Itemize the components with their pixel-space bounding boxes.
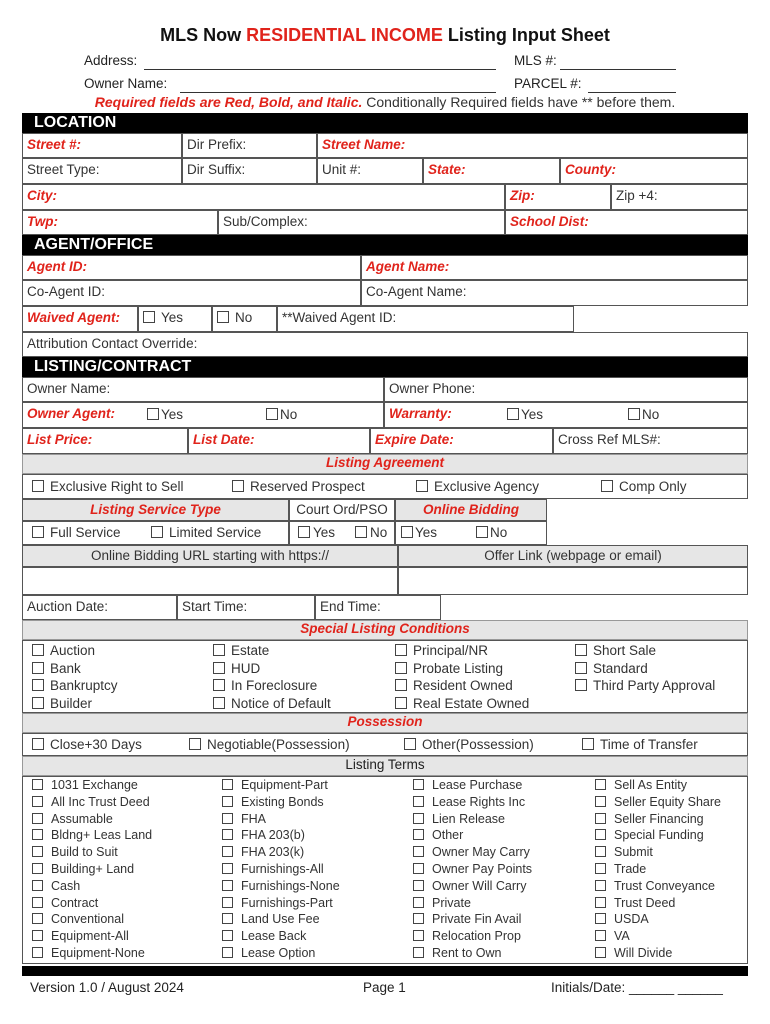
listing-term-option[interactable]: Contract (32, 896, 98, 910)
end-time-field[interactable]: End Time: (315, 595, 441, 620)
listing-term-option[interactable]: Cash (32, 879, 80, 893)
waived-no-option[interactable]: No (212, 306, 277, 332)
full-service-option[interactable]: Full Service (32, 525, 121, 540)
warranty-row: Warranty: (384, 402, 748, 428)
special-condition-option[interactable]: In Foreclosure (213, 678, 317, 693)
checkbox-icon[interactable] (595, 880, 606, 891)
listing-term-option[interactable]: Furnishings-Part (222, 896, 333, 910)
listing-term-option[interactable]: All Inc Trust Deed (32, 795, 150, 809)
offer-link-input[interactable] (398, 567, 748, 595)
checkbox-icon[interactable] (222, 813, 233, 824)
checkbox-icon[interactable] (413, 930, 424, 941)
checkbox-icon[interactable] (32, 913, 43, 924)
listing-term-option[interactable]: Seller Financing (595, 812, 704, 826)
checkbox-icon[interactable] (32, 796, 43, 807)
listing-term-option[interactable]: Will Divide (595, 946, 672, 960)
special-condition-option[interactable]: Third Party Approval (575, 678, 715, 693)
required-note: Required fields are Red, Bold, and Italic. Conditionally Required fields have ** before them. (94, 94, 676, 110)
checkbox-icon[interactable] (413, 829, 424, 840)
owner-phone-field[interactable]: Owner Phone: (384, 377, 748, 402)
parcel-label: PARCEL #: (514, 76, 582, 91)
offer-link-label: Offer Link (webpage or email) (398, 545, 748, 567)
agreement-comp-only[interactable]: Comp Only (601, 479, 687, 494)
owner-agent-row: Owner Agent: (22, 402, 384, 428)
checkbox-icon[interactable] (32, 947, 43, 958)
listing-contract-header: LISTING/CONTRACT (22, 357, 748, 377)
online-bidding-label: Online Bidding (395, 499, 547, 521)
owner-agent-yes[interactable]: Yes (147, 407, 183, 422)
dir-suffix-field[interactable]: Dir Suffix: (182, 158, 317, 184)
checkbox-icon[interactable] (222, 829, 233, 840)
checkbox-icon[interactable] (222, 913, 233, 924)
listing-term-option[interactable]: Lease Back (222, 929, 306, 943)
listing-term-option[interactable]: Equipment-None (32, 946, 145, 960)
checkbox-icon[interactable] (395, 697, 407, 709)
checkbox-icon[interactable] (32, 779, 43, 790)
listing-term-option[interactable]: Equipment-Part (222, 778, 328, 792)
listing-term-option[interactable]: Private Fin Avail (413, 912, 521, 926)
owner-agent-no[interactable]: No (266, 407, 297, 422)
county-field[interactable]: County: (560, 158, 748, 184)
listing-term-option[interactable]: Lease Option (222, 946, 315, 960)
bidding-yes-option[interactable]: Yes (401, 525, 437, 540)
listing-owner-name-field[interactable]: Owner Name: (22, 377, 384, 402)
coagent-id-field[interactable]: Co-Agent ID: (22, 280, 361, 306)
street-name-field[interactable]: Street Name: (317, 133, 748, 158)
special-condition-option[interactable]: Real Estate Owned (395, 696, 529, 711)
checkbox-icon[interactable] (32, 829, 43, 840)
address-field[interactable] (144, 69, 496, 70)
list-price-field[interactable]: List Price: (22, 428, 188, 454)
attribution-contact-field[interactable]: Attribution Contact Override: (22, 332, 748, 357)
agent-office-header: AGENT/OFFICE (22, 235, 748, 255)
listing-term-option[interactable]: Land Use Fee (222, 912, 320, 926)
mls-label: MLS #: (514, 53, 557, 68)
mls-field[interactable] (560, 69, 676, 70)
bidding-url-label: Online Bidding URL starting with https:// (22, 545, 398, 567)
special-condition-option[interactable]: Standard (575, 661, 648, 676)
checkbox-icon[interactable] (32, 697, 44, 709)
checkbox-icon[interactable] (32, 644, 44, 656)
listing-term-option[interactable]: Bldng+ Leas Land (32, 828, 152, 842)
agreement-exclusive-right[interactable]: Exclusive Right to Sell (32, 479, 184, 494)
listing-agreement-header: Listing Agreement (22, 454, 748, 474)
unit-field[interactable]: Unit #: (317, 158, 423, 184)
listing-term-option[interactable]: Relocation Prop (413, 929, 521, 943)
checkbox-icon[interactable] (32, 662, 44, 674)
listing-term-option[interactable]: Owner May Carry (413, 845, 530, 859)
expire-date-field[interactable]: Expire Date: (370, 428, 553, 454)
subcomplex-field[interactable]: Sub/Complex: (218, 210, 505, 235)
checkbox-icon[interactable] (413, 779, 424, 790)
waived-agent-id-field[interactable]: **Waived Agent ID: (277, 306, 574, 332)
listing-term-option[interactable]: FHA 203(b) (222, 828, 305, 842)
checkbox-icon[interactable] (413, 796, 424, 807)
checkbox-icon[interactable] (213, 679, 225, 691)
checkbox-icon[interactable] (143, 311, 155, 323)
checkbox-icon[interactable] (595, 863, 606, 874)
checkbox-icon[interactable] (32, 863, 43, 874)
agent-id-field[interactable]: Agent ID: (22, 255, 361, 280)
state-field[interactable]: State: (423, 158, 560, 184)
street-number-field[interactable]: Street #: (22, 133, 182, 158)
dir-prefix-field[interactable]: Dir Prefix: (182, 133, 317, 158)
listing-term-option[interactable]: Private (413, 896, 471, 910)
listing-term-option[interactable]: Trust Conveyance (595, 879, 715, 893)
court-ord-label: Court Ord/PSO (289, 499, 395, 521)
checkbox-icon[interactable] (413, 863, 424, 874)
waived-agent-label: Waived Agent: (22, 306, 138, 332)
owner-name-field[interactable] (180, 92, 496, 93)
checkbox-icon[interactable] (595, 930, 606, 941)
checkbox-icon[interactable] (575, 679, 587, 691)
coagent-name-field[interactable]: Co-Agent Name: (361, 280, 748, 306)
zip-field[interactable]: Zip: (505, 184, 611, 210)
checkbox-icon[interactable] (395, 679, 407, 691)
page-title: MLS Now RESIDENTIAL INCOME Listing Input Sheet (160, 25, 610, 45)
page-number: Page 1 (363, 980, 406, 995)
checkbox-icon[interactable] (575, 662, 587, 674)
listing-term-option[interactable]: VA (595, 929, 630, 943)
checkbox-icon[interactable] (217, 311, 229, 323)
bidding-no-option[interactable]: No (476, 525, 507, 540)
special-condition-option[interactable]: Estate (213, 643, 269, 658)
listing-term-option[interactable]: Build to Suit (32, 845, 118, 859)
special-condition-option[interactable]: Probate Listing (395, 661, 503, 676)
listing-term-option[interactable]: Furnishings-None (222, 879, 340, 893)
checkbox-icon[interactable] (32, 679, 44, 691)
checkbox-icon[interactable] (222, 863, 233, 874)
agent-name-field[interactable]: Agent Name: (361, 255, 748, 280)
start-time-field[interactable]: Start Time: (177, 595, 315, 620)
checkbox-icon[interactable] (595, 829, 606, 840)
checkbox-icon[interactable] (222, 930, 233, 941)
listing-term-option[interactable]: Trade (595, 862, 646, 876)
special-condition-option[interactable]: Notice of Default (213, 696, 331, 711)
list-date-field[interactable]: List Date: (188, 428, 370, 454)
listing-term-option[interactable]: Furnishings-All (222, 862, 324, 876)
warranty-yes[interactable]: Yes (507, 407, 543, 422)
checkbox-icon[interactable] (395, 662, 407, 674)
checkbox-icon[interactable] (213, 662, 225, 674)
listing-term-option[interactable]: Other (413, 828, 463, 842)
listing-term-option[interactable]: Seller Equity Share (595, 795, 721, 809)
owner-name-label: Owner Name: (84, 76, 168, 91)
listing-term-option[interactable]: Assumable (32, 812, 113, 826)
warranty-no[interactable]: No (628, 407, 659, 422)
address-label: Address: (84, 53, 138, 68)
service-type-label: Listing Service Type (22, 499, 289, 521)
listing-term-option[interactable]: FHA (222, 812, 266, 826)
checkbox-icon[interactable] (595, 897, 606, 908)
listing-term-option[interactable]: 1031 Exchange (32, 778, 138, 792)
listing-term-option[interactable]: FHA 203(k) (222, 845, 304, 859)
checkbox-icon[interactable] (595, 913, 606, 924)
cross-ref-mls-field[interactable]: Cross Ref MLS#: (553, 428, 748, 454)
possession-close-30[interactable]: Close+30 Days (32, 737, 142, 752)
checkbox-icon[interactable] (413, 813, 424, 824)
waived-yes-option[interactable]: Yes (138, 306, 212, 332)
listing-term-option[interactable]: Equipment-All (32, 929, 129, 943)
checkbox-icon[interactable] (222, 796, 233, 807)
special-condition-option[interactable]: Auction (32, 643, 95, 658)
checkbox-icon[interactable] (595, 846, 606, 857)
checkbox-icon[interactable] (413, 897, 424, 908)
listing-term-option[interactable]: Existing Bonds (222, 795, 324, 809)
location-header: LOCATION (22, 113, 748, 133)
listing-term-option[interactable]: Special Funding (595, 828, 704, 842)
checkbox-icon[interactable] (595, 779, 606, 790)
checkbox-icon[interactable] (595, 813, 606, 824)
limited-service-option[interactable]: Limited Service (151, 525, 261, 540)
special-condition-option[interactable]: HUD (213, 661, 260, 676)
bidding-url-input[interactable] (22, 567, 398, 595)
checkbox-icon[interactable] (32, 846, 43, 857)
checkbox-icon[interactable] (395, 644, 407, 656)
checkbox-icon[interactable] (213, 697, 225, 709)
listing-term-option[interactable]: Rent to Own (413, 946, 501, 960)
zip4-field[interactable]: Zip +4: (611, 184, 748, 210)
agreement-reserved-prospect[interactable]: Reserved Prospect (232, 479, 365, 494)
checkbox-icon[interactable] (413, 846, 424, 857)
listing-term-option[interactable]: Conventional (32, 912, 124, 926)
checkbox-icon[interactable] (222, 846, 233, 857)
special-condition-option[interactable]: Resident Owned (395, 678, 513, 693)
checkbox-icon[interactable] (32, 897, 43, 908)
agreement-exclusive-agency[interactable]: Exclusive Agency (416, 479, 539, 494)
special-condition-option[interactable]: Bank (32, 661, 81, 676)
listing-term-option[interactable]: Sell As Entity (595, 778, 687, 792)
checkbox-icon[interactable] (32, 880, 43, 891)
checkbox-icon[interactable] (595, 947, 606, 958)
initials-date-field[interactable]: Initials/Date: ______ ______ (551, 980, 723, 995)
listing-term-option[interactable]: Owner Will Carry (413, 879, 526, 893)
special-condition-option[interactable]: Short Sale (575, 643, 656, 658)
checkbox-icon[interactable] (595, 796, 606, 807)
parcel-field[interactable] (588, 92, 676, 93)
possession-header: Possession (22, 713, 748, 733)
school-district-field[interactable]: School Dist: (505, 210, 748, 235)
listing-term-option[interactable]: Building+ Land (32, 862, 134, 876)
twp-field[interactable]: Twp: (22, 210, 218, 235)
street-type-field[interactable]: Street Type: (22, 158, 182, 184)
checkbox-icon[interactable] (222, 897, 233, 908)
listing-term-option[interactable]: Submit (595, 845, 653, 859)
city-field[interactable]: City: (22, 184, 505, 210)
listing-terms-header: Listing Terms (22, 756, 748, 776)
checkbox-icon[interactable] (222, 947, 233, 958)
checkbox-icon[interactable] (222, 779, 233, 790)
possession-time-of-transfer[interactable]: Time of Transfer (582, 737, 698, 752)
checkbox-icon[interactable] (32, 930, 43, 941)
checkbox-icon[interactable] (222, 880, 233, 891)
checkbox-icon[interactable] (413, 880, 424, 891)
court-no-option[interactable]: No (355, 525, 387, 540)
special-condition-option[interactable]: Builder (32, 696, 92, 711)
checkbox-icon[interactable] (413, 947, 424, 958)
listing-term-option[interactable]: USDA (595, 912, 649, 926)
possession-negotiable[interactable]: Negotiable(Possession) (189, 737, 350, 752)
checkbox-icon[interactable] (213, 644, 225, 656)
special-condition-option[interactable]: Bankruptcy (32, 678, 118, 693)
checkbox-icon[interactable] (575, 644, 587, 656)
possession-other[interactable]: Other(Possession) (404, 737, 534, 752)
version-text: Version 1.0 / August 2024 (30, 980, 184, 995)
checkbox-icon[interactable] (413, 913, 424, 924)
footer-rule (22, 966, 748, 976)
listing-term-option[interactable]: Lease Purchase (413, 778, 522, 792)
auction-date-field[interactable]: Auction Date: (22, 595, 177, 620)
checkbox-icon[interactable] (32, 813, 43, 824)
listing-term-option[interactable]: Lease Rights Inc (413, 795, 525, 809)
court-yes-option[interactable]: Yes (298, 525, 335, 540)
listing-term-option[interactable]: Owner Pay Points (413, 862, 532, 876)
listing-term-option[interactable]: Lien Release (413, 812, 505, 826)
special-conditions-header: Special Listing Conditions (22, 620, 748, 640)
listing-term-option[interactable]: Trust Deed (595, 896, 675, 910)
special-condition-option[interactable]: Principal/NR (395, 643, 488, 658)
